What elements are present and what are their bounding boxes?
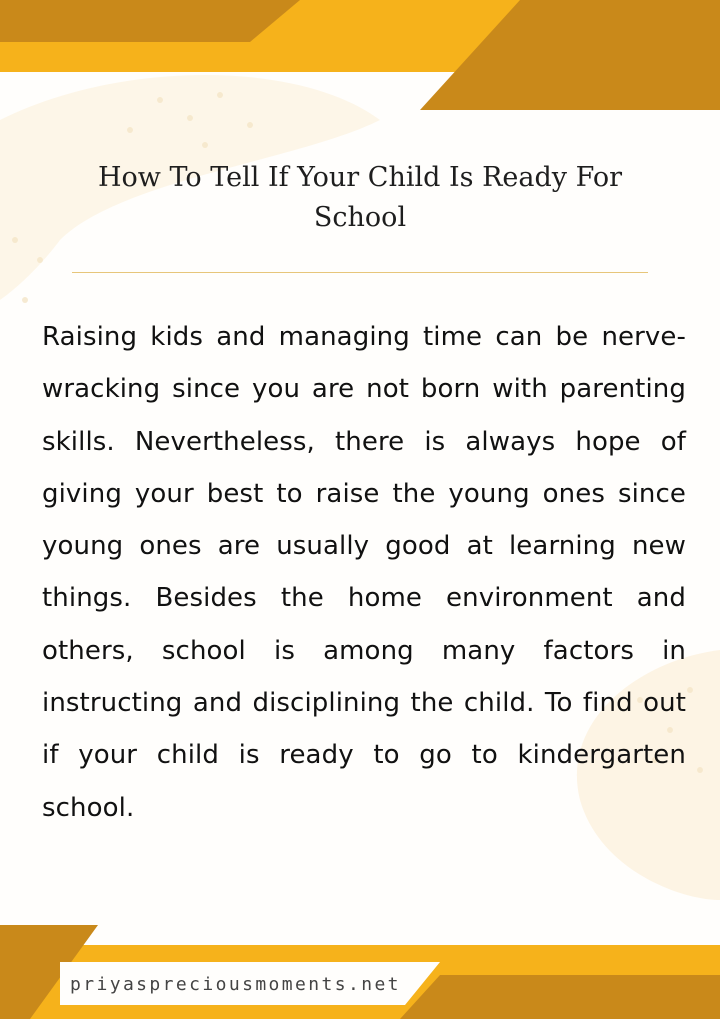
footer-website-link[interactable]: priyaspreciousmoments.net: [70, 974, 401, 995]
bottom-band-dark-right: [400, 975, 720, 1019]
title-divider: [72, 272, 648, 273]
top-band-dark-left: [0, 0, 300, 42]
article-title: How To Tell If Your Child Is Ready For School: [97, 162, 623, 233]
article-body: Raising kids and managing time can be nerve-wracking since you are not born with parenting skills. Nevertheless, there is always hope of giving your best to raise the young ones since young ones are usually good at learning new things. Besides the home environment and others, school is among many factors in instructing and disciplining the child. To find out if your child is ready to go to kindergarten school.: [42, 322, 686, 823]
